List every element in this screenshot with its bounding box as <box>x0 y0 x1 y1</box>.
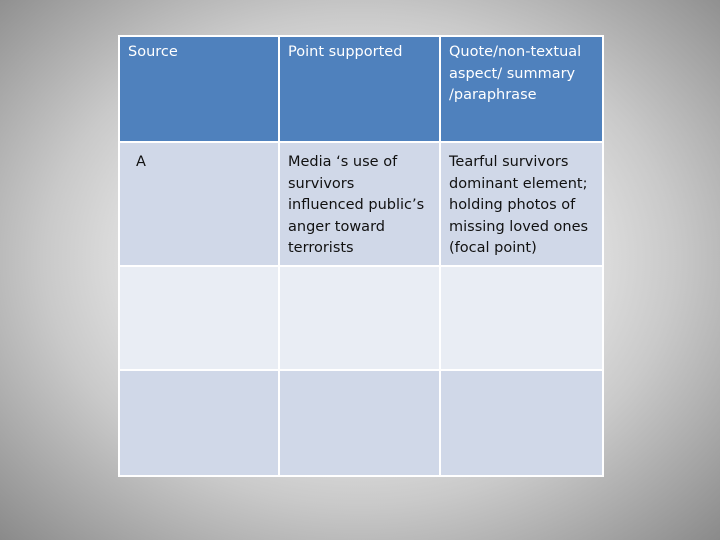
cell-source <box>119 266 279 370</box>
cell-source <box>119 370 279 476</box>
cell-point: Media ‘s use of survivors influenced public’s anger toward terrorists <box>279 142 440 266</box>
table-row <box>119 370 603 476</box>
cell-quote: Tearful survivors dominant element; holding photos of missing loved ones (focal point) <box>440 142 603 266</box>
table-header-row <box>119 36 603 142</box>
table-row <box>119 266 603 370</box>
header-source: Source <box>119 36 279 142</box>
header-point-supported: Point supported <box>279 36 440 142</box>
cell-source: A <box>119 142 279 266</box>
cell-point <box>279 370 440 476</box>
header-quote: Quote/non-textual aspect/ summary /paraphrase <box>440 36 603 142</box>
cell-point <box>279 266 440 370</box>
source-table <box>118 35 604 477</box>
cell-quote <box>440 266 603 370</box>
cell-quote <box>440 370 603 476</box>
table-row <box>119 142 603 266</box>
